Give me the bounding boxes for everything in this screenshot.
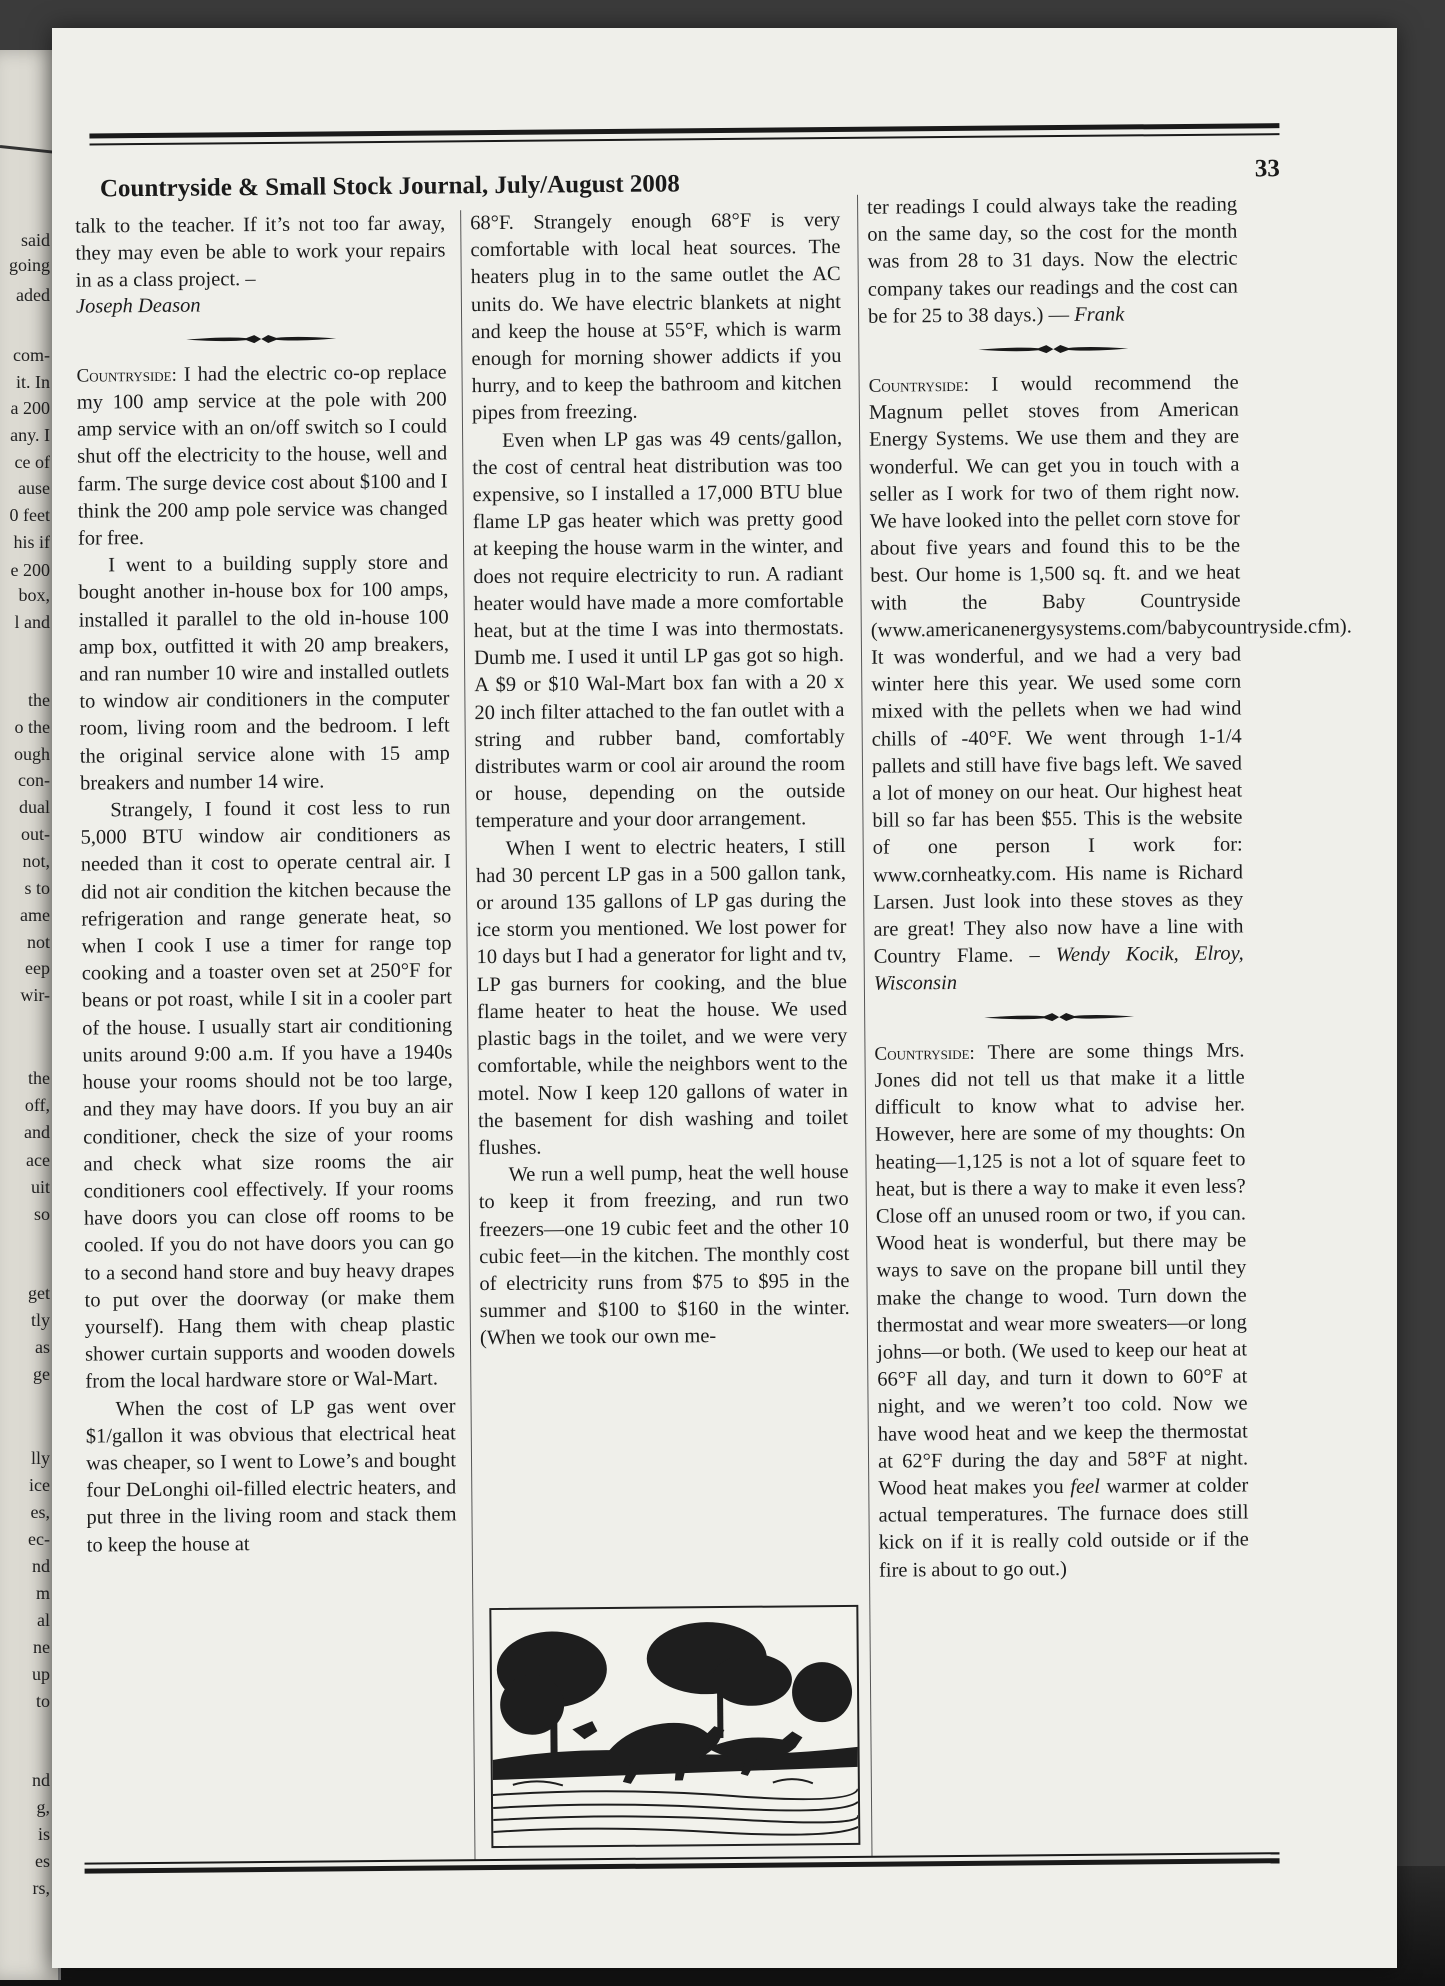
previous-page-text-fragment: uit [30, 1177, 50, 1197]
text-column-1 [75, 210, 457, 1559]
previous-page-text-fragment: lly [30, 1448, 50, 1468]
previous-page-text-fragment: nd [32, 1556, 50, 1576]
paragraph-text: warmer at colder actual temperatures. The furnace does still kick on if it is really cold outside or if the fire is about to go out.) [878, 1474, 1249, 1582]
previous-page-text-fragment: dual [19, 797, 50, 817]
previous-page-text-fragment: s to [24, 878, 50, 898]
previous-page-text-fragment: ace [26, 1150, 50, 1170]
letter-paragraph [868, 370, 1352, 999]
previous-page-text-fragment: l and [14, 612, 50, 632]
previous-page-text-fragment: is [37, 1824, 50, 1844]
previous-page-text-fragment: it. In [16, 372, 50, 392]
paragraph [867, 191, 1238, 330]
previous-page-text-fragment: ce of [14, 452, 50, 472]
author-signature: Wendy Kocik, Elroy, Wisconsin [873, 942, 1244, 996]
magazine-page [52, 28, 1397, 1968]
previous-page-text-fragment: and [24, 1122, 50, 1142]
paragraph: 68°F. Strangely enough 68°F is very comfortable with local heat sources. The heaters plug in to the same outlet the AC units do. We have electric blankets at night and keep the house at 55°F, which is warm enough for morning shower addicts if you hurry, and to keep the bathroom and kitchen pipes from freezing. [470, 208, 842, 425]
previous-page-text-fragment: his if [13, 532, 50, 552]
previous-page-text-fragment: up [32, 1664, 50, 1684]
paragraph: Strangely, I found it cost less to run 5,000 BTU window air conditioners as needed than it cost to operate central air. I did not air condition the kitchen because the refrigeration and range generate heat, so when I cook I use a timer for range top cooking and a toaster oven set at 250°F for beans or pot roast, while I sit in a cooler part of the house. I usually start air conditioning units around 9:00 a.m. If you have a 1940s house your rooms should not be too large, and they may have doors. If you buy an air conditioner, check the size of your rooms and check what size rooms the air conditioners cool effectively. If your rooms have doors you can close off rooms to be cooled. If you do not have doors you can go to a second hand store and buy heavy drapes to put over the doorway (or make them yourself). Hang them with cheap plastic shower curtain supports and wooden dowels from the local hardware store or Wal-Mart. [80, 796, 456, 1393]
previous-page-text-fragment: nd [32, 1770, 50, 1790]
paragraph-text: I had the electric co-op replace my 100 amp service at the pole with 200 amp service with an on/off switch so I could shut off the electricity to the house, well and farm. The surge device cost about $100 and I think the 200 amp pole service was changed for free. [76, 361, 448, 550]
woodcut-dogs-hunting-illustration [489, 1605, 860, 1848]
previous-page-text-fragment: to [35, 1691, 50, 1711]
previous-page-text-fragment: said [21, 230, 50, 250]
previous-page-text-fragment: es [35, 1851, 50, 1871]
previous-page-text-fragment: al [37, 1610, 50, 1630]
paragraph: talk to the teacher. If it’s not too far away, they may even be able to work your repairs in as a class project. – [75, 212, 446, 293]
letter-paragraph [76, 359, 448, 553]
previous-page-text-fragment: going [8, 255, 50, 275]
paragraph-text: ter readings I could always take the reading on the same day, so the cost for the month was from 28 to 31 days. Now the electric company takes our readings and the cost can be for 25 to 38 days.) — [867, 193, 1238, 328]
previous-page-text-fragment: ec- [28, 1529, 50, 1549]
previous-page-text-fragment: not, [22, 851, 50, 871]
previous-page-text-fragment: get [28, 1283, 50, 1303]
previous-page-text-fragment: es, [30, 1502, 50, 1522]
ornament-divider-icon [984, 1010, 1134, 1023]
emphasis-text: feel [1070, 1475, 1101, 1498]
paragraph: Even when LP gas was 49 cents/gallon, the cost of central heat distribution was too expensive, so I installed a 17,000 BTU blue flame LP gas heater which was pretty good at keeping the house warm in the winter, and does not require electricity to run. A radiant heater would have made a more comfortable heat, but at the time I was into thermostats. Dumb me. I used it until LP gas got so high. A $9 or $10 Wal-Mart box fan with a 20 x 20 inch filter attached to the fan outlet with a string and rubber band, comfortably distributes warm or cool air around the room or house, depending on the outside temperature and your door arrangement. [472, 426, 846, 833]
section-label: Countryside: [868, 374, 970, 397]
previous-page-text-fragment: ne [33, 1637, 50, 1657]
paragraph: When I went to electric heaters, I still had 30 percent LP gas in a 500 gallon tank, or around 135 gallons of LP gas during the ice storm you mentioned. We lost power for 10 days but I had a generator for light and tv, LP gas burners for cooking, and the blue flame heater to heat the house. We used plastic bags in the toilet, and we were very comfortable, while the neighbors went to the motel. Now I keep 120 gallons of water in the basement for dish washing and toilet flushes. [475, 834, 849, 1160]
previous-page-text-fragment: so [33, 1204, 50, 1224]
paragraph: When the cost of LP gas went over $1/gallon it was obvious that electrical heat was cheaper, so I went to Lowe’s and bought four DeLonghi oil-filled electric heaters, and put three in the living room and stack them to keep the house at [85, 1394, 457, 1557]
previous-page-text-fragment: the [28, 690, 50, 710]
previous-page-text-fragment: ause [18, 478, 50, 498]
paragraph-text: There are some things Mrs. Jones did not tell us that make it a little difficult to know what to advise her. However, here are some of my thoughts: On heating—1,125 is not a lot of square feet to heat, but is there a way to make it even less? Close off an unused room or two, if you can. Wood heat is wonderful, but there may be ways to save on the propane bill until they make the change to wood. Turn down the thermostat and wear more sweaters—or long johns—or both. (We used to keep our heat at 66°F all day, and turn it down to 60°F at night, and we weren’t too cold. Now we have wood heat and we keep the thermostat at 62°F during the day and 58°F at night. Wood heat makes you [874, 1039, 1249, 1500]
previous-page-text-fragment: box, [18, 585, 50, 605]
previous-page-text-fragment: wir- [20, 985, 50, 1005]
previous-page-text-fragment: ame [20, 905, 50, 925]
previous-page-text-fragment: ough [14, 744, 50, 764]
previous-page-text-fragment: as [35, 1337, 50, 1357]
paragraph: I went to a building supply store and bought another in-house box for 100 amps, installed it parallel to the old in-house 100 amp box, outfitted it with 20 amp breakers, and ran number 10 wire and installed outlets to window air conditioners in the computer room, living room and the bedroom. I left the original service alone with 15 amp breakers and number 14 wire. [78, 551, 450, 795]
ornament-divider-icon [186, 332, 336, 345]
previous-page-text-fragment: rs, [32, 1878, 50, 1898]
author-signature: Frank [1074, 303, 1125, 326]
header-rule-thick [89, 123, 1279, 138]
paragraph-text: I would recommend the Magnum pellet stoves from American Energy Systems. We use them and they are wonderful. We can get you in touch with a seller as I work for two of them right now. We have looked into the pellet corn stove for about five years and found this to be the best. Our home is 1,500 sq. ft. and we heat with the Baby Countryside (www.americanenergysystems.com/babycountryside.cfm). It was wonderful, and we had a very bad winter here this year. We used some corn mixed with the pellets when we had wind chills of -40°F. We went through 1-1/4 pallets and still have five bags left. We saved a lot of money on our heat. Our highest heat bill so far has been $55. This is the website of one person I work for: www.cornheatky.com. His name is Richard Larsen. Just look into these stoves as they are great! They also now have a line with Country Flame. – [868, 371, 1352, 968]
page-number: 33 [1254, 155, 1280, 183]
text-column-2 [470, 207, 850, 1353]
page-content [44, 22, 1406, 1974]
previous-page-text-fragment: 0 feet [9, 505, 50, 525]
previous-page-text-fragment: ice [29, 1475, 50, 1495]
letter-paragraph [874, 1037, 1249, 1584]
author-signature: Joseph Deason [75, 294, 201, 318]
previous-page-text-fragment: not [26, 932, 50, 952]
previous-page-text-fragment: con- [18, 770, 50, 790]
previous-page-text-fragment: eep [25, 958, 50, 978]
running-header: Countryside & Small Stock Journal, July/August 2008 [99, 170, 680, 203]
previous-page-text-fragment: any. I [10, 425, 50, 445]
previous-page-text-fragment: ge [33, 1364, 50, 1384]
section-label: Countryside: [874, 1042, 975, 1065]
previous-page-text-fragment: e 200 [10, 560, 50, 580]
previous-page-text-fragment: tly [30, 1310, 50, 1330]
text-column-3 [867, 191, 1352, 1584]
previous-page-text-fragment: g, [36, 1797, 50, 1817]
previous-page-text-fragment: out- [21, 824, 50, 844]
paragraph: We run a well pump, heat the well house to keep it from freezing, and run two freezers—one 19 cubic feet and the other 10 cubic feet—in the kitchen. The monthly cost of electricity runs from $75 to $95 in the summer and $100 to $160 in the winter. (When we took our own me- [478, 1161, 850, 1350]
previous-page-text-fragment: a 200 [10, 398, 50, 418]
previous-page-text-fragment: m [35, 1583, 50, 1603]
previous-page-text-fragment: the [28, 1068, 50, 1088]
previous-page-text-fragment: com- [13, 345, 50, 365]
previous-page-text-fragment: aded [16, 285, 50, 305]
section-label: Countryside: [76, 364, 177, 387]
ornament-divider-icon [978, 342, 1128, 355]
previous-page-text-fragment: off, [24, 1095, 50, 1115]
previous-page-text-fragment: o the [14, 717, 50, 737]
